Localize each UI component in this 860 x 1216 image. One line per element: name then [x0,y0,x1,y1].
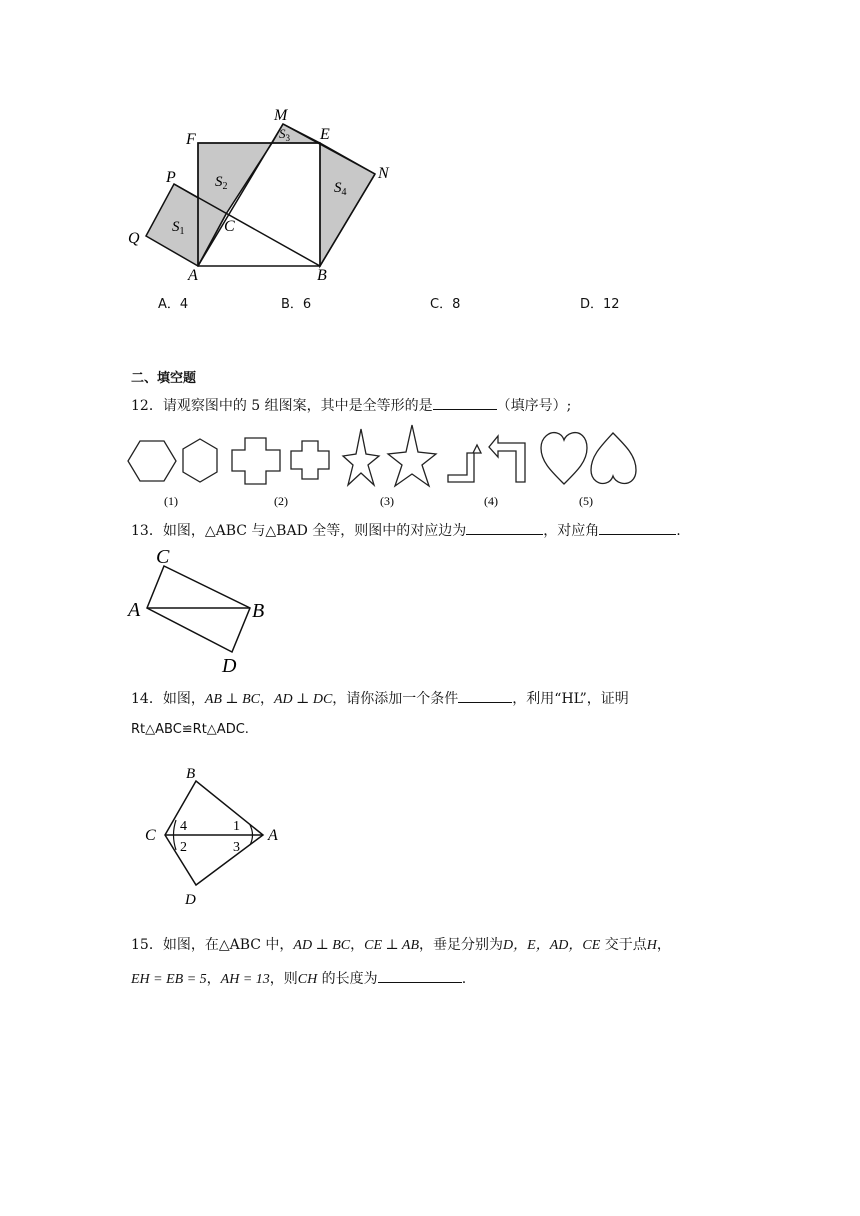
label-b: B [317,267,327,284]
label-c: C [224,218,235,235]
label-d: D [222,655,237,677]
section-title: 二、填空题 [131,371,197,386]
q13-text: 13．如图，△ABC 与△BAD 全等，则图中的对应边为 ，对应角 . [131,520,681,540]
angle-3: 3 [233,840,240,855]
angle-2: 2 [180,840,187,855]
label-s3: $S_3$ [279,126,290,143]
label-f: F [186,131,196,148]
label-s4: $S_4$ [334,180,347,198]
option-d: D．12 [580,297,620,312]
caption-1: (1) [164,494,178,508]
caption-5: (5) [579,494,593,508]
label-b: B [186,766,196,782]
label-a: A [188,267,198,284]
q15-line1: 15．如图，在△ABC 中，AD ⊥ BC，CE ⊥ AB，垂足分别为D，E，AD，CE 交于点H， [131,937,671,953]
caption-2: (2) [274,494,288,508]
label-a: A [128,599,141,621]
label-n: N [378,165,389,182]
label-s2: $S_2$ [215,174,228,192]
q14-line2: Rt△ABC≌Rt△ADC. [131,722,249,737]
q14-line1: 14．如图，AB ⊥ BC，AD ⊥ DC，请你添加一个条件 ，利用“HL”，证明 [131,688,629,708]
option-b: B．6 [281,297,312,312]
angle-4: 4 [180,819,187,834]
caption-4: (4) [484,494,498,508]
label-p: P [166,169,176,186]
q15-line2: EH = EB = 5，AH = 13，则CH 的长度为 . [131,968,466,988]
label-e: E [320,126,330,143]
label-b: B [252,600,265,622]
label-a: A [268,827,278,844]
angle-1: 1 [233,819,240,834]
option-c: C．8 [430,297,461,312]
label-c: C [145,827,156,844]
label-d: D [185,892,196,908]
label-q: Q [128,230,140,247]
q15-blank[interactable] [378,968,462,983]
label-c: C [156,546,170,568]
label-m: M [274,107,288,124]
option-a: A．4 [158,297,189,312]
q12-text: 12．请观察图中的 5 组图案，其中是全等形的是 （填序号）; [131,395,571,415]
label-s1: $S_1$ [172,219,185,237]
caption-3: (3) [380,494,394,508]
